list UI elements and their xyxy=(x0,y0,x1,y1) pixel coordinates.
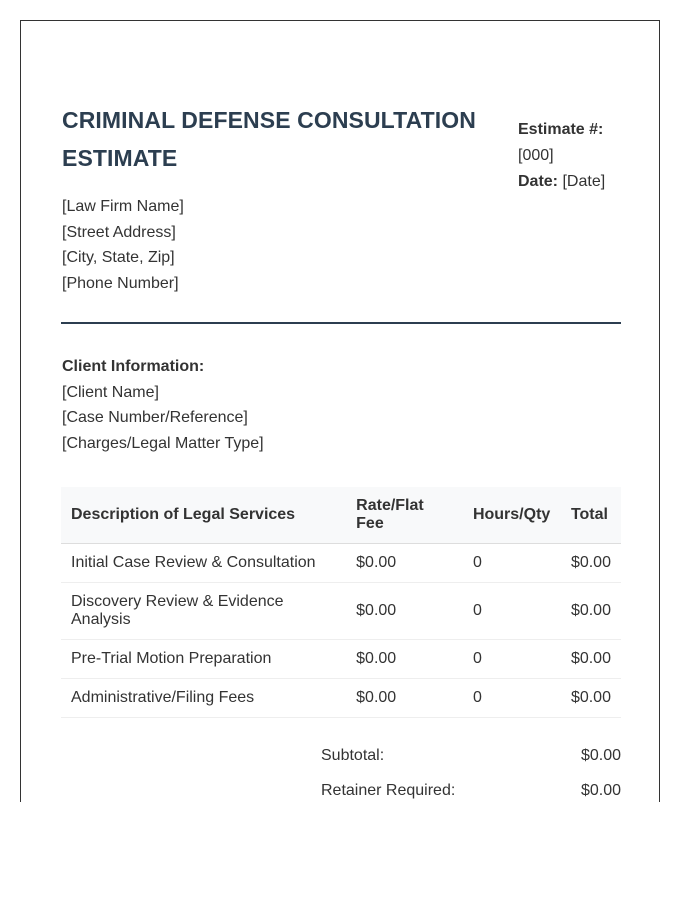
header-total: Total xyxy=(561,487,621,544)
client-name: [Client Name] xyxy=(62,383,159,401)
services-table xyxy=(61,487,621,718)
row-hours: 0 xyxy=(463,679,561,718)
estimate-number-label: Estimate #: xyxy=(518,121,604,138)
estimate-date-label: Date: xyxy=(518,173,559,190)
row-description: Pre-Trial Motion Preparation xyxy=(61,640,346,679)
table-row xyxy=(61,679,621,718)
client-info xyxy=(62,354,264,457)
header-hours: Hours/Qty xyxy=(463,487,561,544)
table-header-row xyxy=(61,487,621,544)
firm-name: [Law Firm Name] xyxy=(62,198,184,215)
row-description: Administrative/Filing Fees xyxy=(61,679,346,718)
table-row xyxy=(61,583,621,640)
row-total: $0.00 xyxy=(561,544,621,583)
row-total: $0.00 xyxy=(561,583,621,640)
subtotal-label: Subtotal: xyxy=(321,747,385,764)
estimate-meta xyxy=(518,117,648,195)
client-heading: Client Information: xyxy=(62,358,205,375)
header-rate: Rate/Flat Fee xyxy=(346,487,463,544)
row-total: $0.00 xyxy=(561,640,621,679)
firm-city: [City, State, Zip] xyxy=(62,249,175,267)
row-rate: $0.00 xyxy=(346,640,463,679)
row-description: Initial Case Review & Consultation xyxy=(61,544,346,583)
row-hours: 0 xyxy=(463,544,561,583)
subtotal-value: $0.00 xyxy=(580,747,621,764)
table-row xyxy=(61,544,621,583)
row-rate: $0.00 xyxy=(346,544,463,583)
row-total: $0.00 xyxy=(561,679,621,718)
row-hours: 0 xyxy=(463,640,561,679)
firm-street: [Street Address] xyxy=(62,223,176,241)
row-rate: $0.00 xyxy=(346,679,463,718)
client-case: [Case Number/Reference] xyxy=(62,409,248,427)
table-row xyxy=(61,640,621,679)
client-charges: [Charges/Legal Matter Type] xyxy=(62,435,264,453)
estimate-page xyxy=(20,20,660,802)
retainer-label: Retainer Required: xyxy=(321,782,456,799)
retainer-value: $0.00 xyxy=(580,782,621,799)
firm-info xyxy=(62,194,184,297)
row-description: Discovery Review & Evidence Analysis xyxy=(61,583,346,640)
document-title: CRIMINAL DEFENSE CONSULTATION ESTIMATE xyxy=(62,107,476,171)
estimate-number-value: [000] xyxy=(518,147,554,164)
estimate-date-value: [Date] xyxy=(562,173,606,190)
firm-phone: [Phone Number] xyxy=(62,275,179,293)
row-hours: 0 xyxy=(463,583,561,640)
row-rate: $0.00 xyxy=(346,583,463,640)
header-divider xyxy=(61,322,621,324)
header-description: Description of Legal Services xyxy=(61,487,346,544)
